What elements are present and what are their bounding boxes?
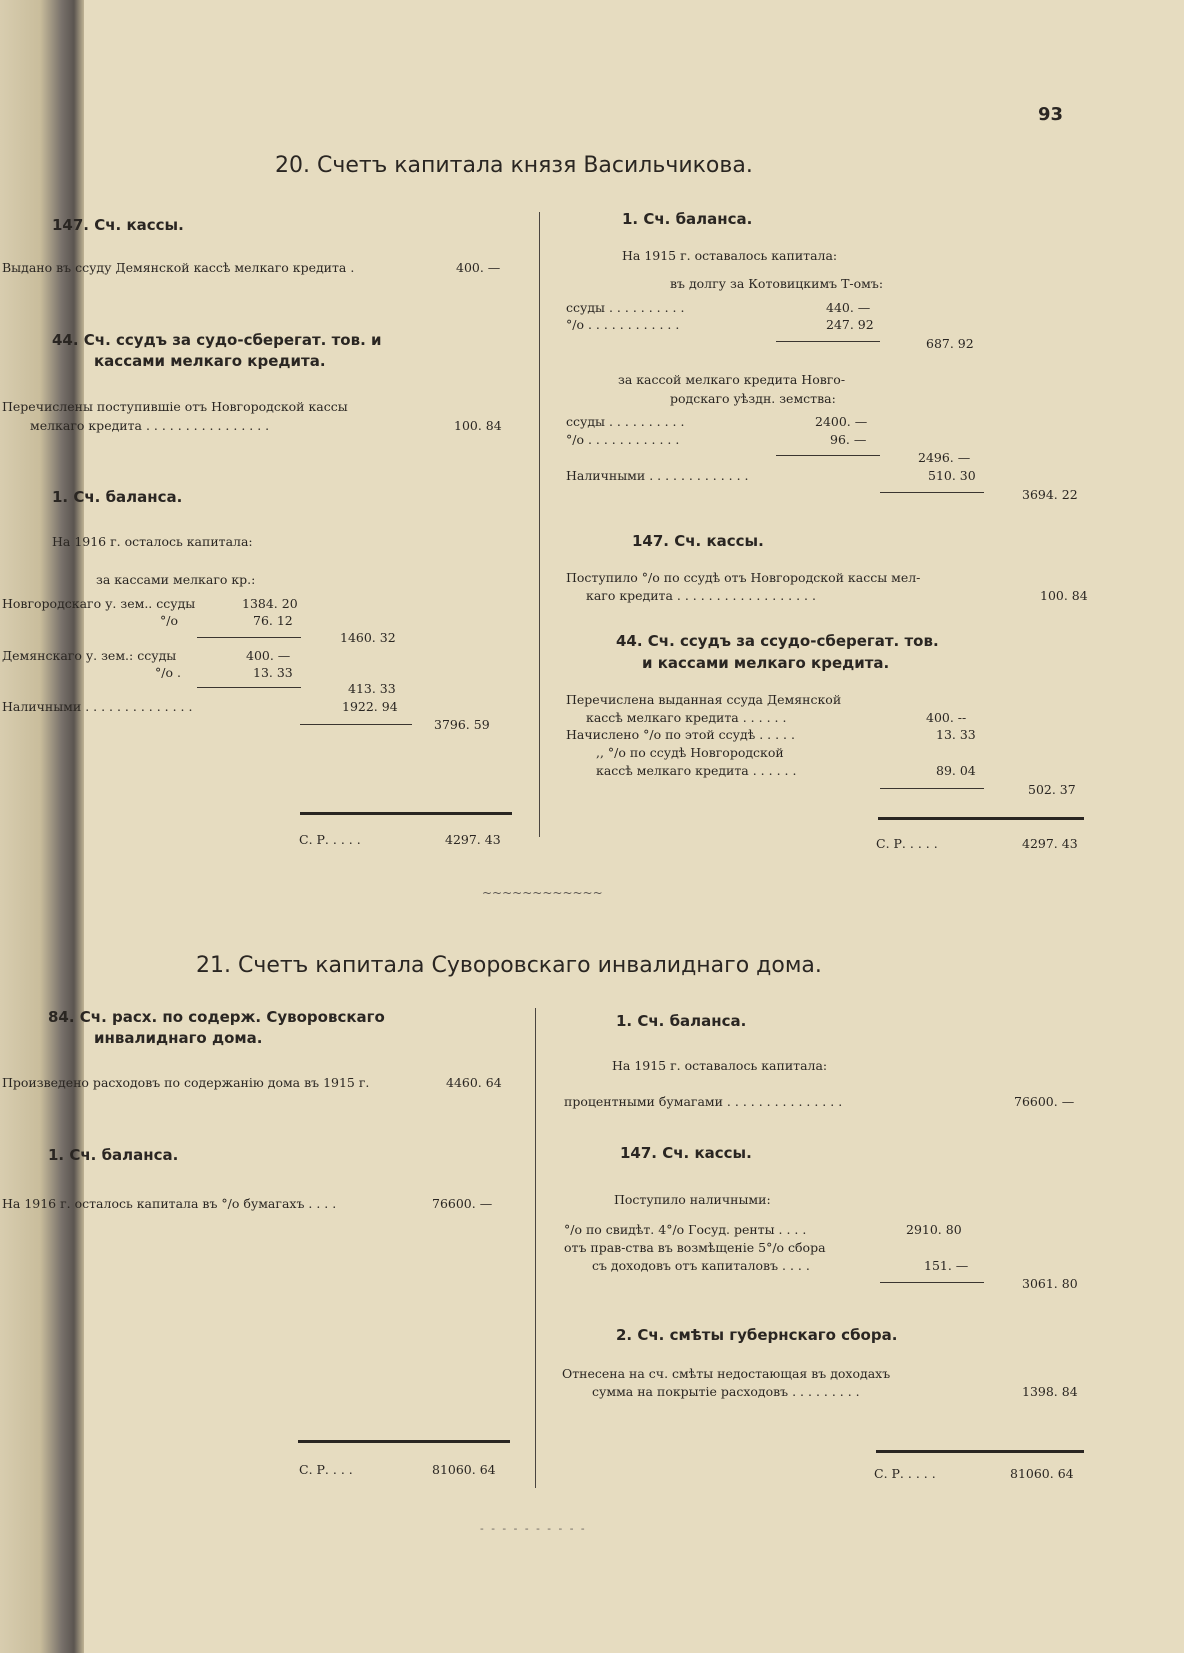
s20-right-row3-value3: 89. 04 — [936, 763, 976, 778]
s21-right-rule — [880, 1282, 984, 1283]
bottom-ornament: - - - - - - - - - - — [480, 1522, 587, 1535]
section-21-title: 21. Счетъ капитала Суворовскаго инвалиднаго дома. — [196, 953, 822, 978]
s21-right-row2-line3: съ доходовъ отъ капиталовъ . . . . — [592, 1258, 810, 1273]
s21-left-sum-label: С. Р. . . . — [299, 1462, 353, 1477]
s20-left-dem-pct-label: °/о . — [155, 665, 181, 680]
s20-right-row3-value2: 13. 33 — [936, 727, 976, 742]
s21-right-row3-value: 1398. 84 — [1022, 1384, 1078, 1399]
s20-left-dem-label: Демянскаго у. зем.: ссуды — [2, 648, 177, 663]
s20-right-kot-ssudy: 440. — — [826, 300, 871, 315]
s20-right-row3-line3: Начислено °/о по этой ссудѣ . . . . . — [566, 727, 795, 742]
s20-left-nov-pct-label: °/о — [160, 613, 178, 628]
s20-right-sub1: въ долгу за Котовицкимъ Т-омъ: — [670, 276, 884, 291]
s20-right-sub2-2: родскаго уѣздн. земства: — [670, 391, 836, 406]
s21-left-heading-rasx-2: инвалиднаго дома. — [94, 1029, 263, 1047]
s20-right-row3-line1: Перечислена выданная ссуда Демянской — [566, 692, 842, 707]
s21-left-sum-value: 81060. 64 — [432, 1462, 496, 1477]
s21-right-row3-line2: сумма на покрытіе расходовъ . . . . . . . . . — [592, 1384, 860, 1399]
s21-left-row2-label: На 1916 г. осталось капитала въ °/о бумагахъ . . . . — [2, 1196, 337, 1211]
s21-left-sum-rule — [298, 1440, 510, 1443]
s21-right-sum-rule — [876, 1450, 1084, 1453]
s20-right-nov-ssudy-label: ссуды . . . . . . . . . . — [566, 414, 685, 429]
s20-right-rule — [880, 492, 984, 493]
s21-right-row3-line1: Отнесена на сч. смѣты недостающая въ доходахъ — [562, 1366, 891, 1381]
s20-right-nov-total: 2496. — — [918, 450, 971, 465]
s20-right-intro: На 1915 г. оставалось капитала: — [622, 248, 838, 263]
s20-right-row2-line2: каго кредита . . . . . . . . . . . . . . . . . . — [586, 588, 816, 603]
s21-right-row2-intro: Поступило наличными: — [614, 1192, 771, 1207]
s20-left-nov-ssudy: 1384. 20 — [242, 596, 298, 611]
s20-right-sub2-1: за кассой мелкаго кредита Новго- — [618, 372, 846, 387]
s21-right-heading-smety: 2. Сч. смѣты губернскаго сбора. — [616, 1326, 898, 1344]
s20-left-nov-label: Новгородскаго у. зем.. ссуды — [2, 596, 196, 611]
s20-right-row2-value: 100. 84 — [1040, 588, 1088, 603]
s21-right-heading-balansa: 1. Сч. баланса. — [616, 1012, 747, 1030]
s20-right-kot-pct-label: °/о . . . . . . . . . . . . — [566, 317, 680, 332]
s20-right-heading-ssud-1: 44. Сч. ссудъ за ссудо-сберегат. тов. — [616, 632, 939, 650]
s20-left-heading-ssud-2: кассами мелкаго кредита. — [94, 352, 326, 370]
s20-right-kot-ssudy-label: ссуды . . . . . . . . . . — [566, 300, 685, 315]
s21-right-row2-line2: отъ прав-ства въ возмѣщеніе 5°/о сбора — [564, 1240, 826, 1255]
s21-right-intro: На 1915 г. оставалось капитала: — [612, 1058, 828, 1073]
s20-left-sum-rule — [300, 812, 512, 815]
s20-right-row3-line4: ,, °/о по ссудѣ Новгородской — [596, 745, 784, 760]
s20-right-row3-line5: кассѣ мелкаго кредита . . . . . . — [596, 763, 797, 778]
s20-right-grand-total: 3694. 22 — [1022, 487, 1078, 502]
s20-left-nov-pct: 76. 12 — [253, 613, 293, 628]
s20-left-rule — [197, 687, 301, 688]
s20-right-nov-pct: 96. — — [830, 432, 867, 447]
s20-right-cash-label: Наличными . . . . . . . . . . . . . — [566, 468, 749, 483]
binding-gutter — [0, 0, 84, 1653]
s21-left-row1-label: Произведено расходовъ по содержанію дома въ 1915 г. — [2, 1075, 370, 1090]
section-separator-ornament: ~~~~~~~~~~~~ — [482, 886, 603, 900]
s20-left-dem-pct: 13. 33 — [253, 665, 293, 680]
s20-right-rule — [776, 341, 880, 342]
s20-right-rule — [880, 788, 984, 789]
s20-right-heading-ssud-2: и кассами мелкаго кредита. — [642, 654, 890, 672]
s21-right-row2-line1: °/о по свидѣт. 4°/о Госуд. ренты . . . . — [564, 1222, 807, 1237]
s20-left-heading-balansa: 1. Сч. баланса. — [52, 488, 183, 506]
s20-right-kot-pct: 247. 92 — [826, 317, 874, 332]
s20-left-rule — [300, 724, 412, 725]
section-20-column-divider — [539, 212, 540, 837]
section-21-column-divider — [535, 1008, 536, 1488]
s20-left-sum-value: 4297. 43 — [445, 832, 501, 847]
s20-left-row2-line2: мелкаго кредита . . . . . . . . . . . . . . . . — [30, 418, 270, 433]
s20-left-dem-ssudy: 400. — — [246, 648, 291, 663]
s21-right-sum-value: 81060. 64 — [1010, 1466, 1074, 1481]
s20-right-sum-value: 4297. 43 — [1022, 836, 1078, 851]
s20-left-row2-value: 100. 84 — [454, 418, 502, 433]
s21-right-row2-value2: 151. — — [924, 1258, 969, 1273]
s20-right-row3-value1: 400. -- — [926, 710, 967, 725]
s20-right-heading-balansa: 1. Сч. баланса. — [622, 210, 753, 228]
s21-right-sum-label: С. Р. . . . . — [874, 1466, 936, 1481]
s20-left-heading-kassy: 147. Сч. кассы. — [52, 216, 184, 234]
s20-right-sum-label: С. Р. . . . . — [876, 836, 938, 851]
s20-left-dem-total: 413. 33 — [348, 681, 396, 696]
s20-left-grand-total: 3796. 59 — [434, 717, 490, 732]
s20-right-heading-kassy: 147. Сч. кассы. — [632, 532, 764, 550]
s20-left-balance-sub: за кассами мелкаго кр.: — [96, 572, 256, 587]
s20-right-row3-total: 502. 37 — [1028, 782, 1076, 797]
s20-right-nov-pct-label: °/о . . . . . . . . . . . . — [566, 432, 680, 447]
s20-left-heading-ssud-1: 44. Сч. ссудъ за судо-сберегат. тов. и — [52, 331, 382, 349]
s21-right-heading-kassy: 147. Сч. кассы. — [620, 1144, 752, 1162]
s20-left-cash-label: Наличными . . . . . . . . . . . . . . — [2, 699, 193, 714]
s20-left-balance-intro: На 1916 г. осталось капитала: — [52, 534, 253, 549]
s20-left-row-value: 400. — — [456, 260, 501, 275]
section-20-title: 20. Счетъ капитала князя Васильчикова. — [275, 153, 753, 178]
s21-right-row2-total: 3061. 80 — [1022, 1276, 1078, 1291]
s20-right-cash-value: 510. 30 — [928, 468, 976, 483]
s20-left-sum-label: С. Р. . . . . — [299, 832, 361, 847]
s21-right-row2-value1: 2910. 80 — [906, 1222, 962, 1237]
s20-right-sum-rule — [878, 817, 1084, 820]
s21-right-row1-value: 76600. — — [1014, 1094, 1075, 1109]
s21-left-row2-value: 76600. — — [432, 1196, 493, 1211]
s20-right-kot-total: 687. 92 — [926, 336, 974, 351]
s20-left-nov-total: 1460. 32 — [340, 630, 396, 645]
s20-right-row3-line2: кассѣ мелкаго кредита . . . . . . — [586, 710, 787, 725]
s20-left-rule — [197, 637, 301, 638]
s20-left-cash-value: 1922. 94 — [342, 699, 398, 714]
s21-left-heading-balansa: 1. Сч. баланса. — [48, 1146, 179, 1164]
s20-left-row-label: Выдано въ ссуду Демянской кассѣ мелкаго кредита . — [2, 260, 355, 275]
s21-right-row1-label: процентными бумагами . . . . . . . . . . . . . . . — [564, 1094, 843, 1109]
s21-left-heading-rasx-1: 84. Сч. расх. по содерж. Суворовскаго — [48, 1008, 385, 1026]
s20-left-row2-line1: Перечислены поступившіе отъ Новгородской кассы — [2, 399, 348, 414]
page-number: 93 — [1038, 104, 1064, 125]
s20-right-row2-line1: Поступило °/о по ссудѣ отъ Новгородской кассы мел- — [566, 570, 921, 585]
s20-right-nov-ssudy: 2400. — — [815, 414, 868, 429]
s21-left-row1-value: 4460. 64 — [446, 1075, 502, 1090]
s20-right-rule — [776, 455, 880, 456]
